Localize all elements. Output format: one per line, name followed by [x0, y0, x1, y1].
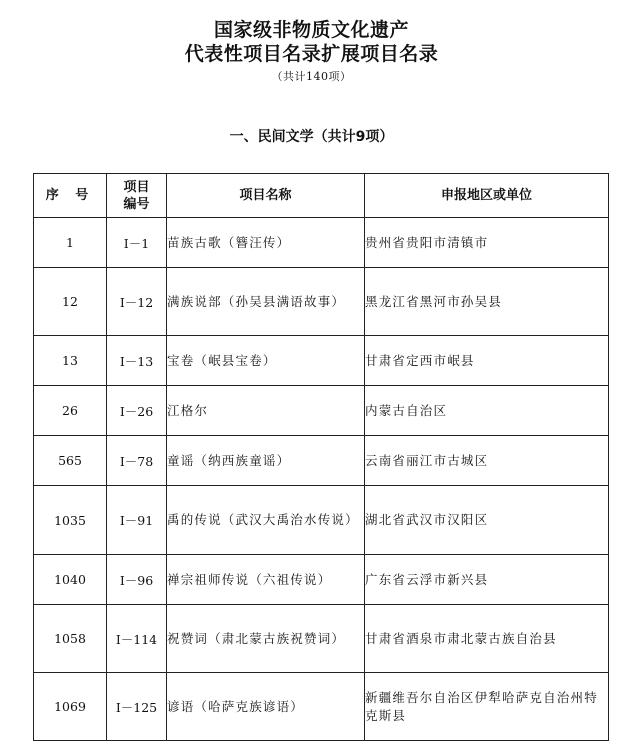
header-code-line-2: 编号: [123, 196, 150, 212]
table-row: [34, 268, 609, 336]
cell-region: 甘肃省酒泉市肃北蒙古族自治县: [365, 605, 609, 673]
cell-name: 满族说部（孙吴县满语故事）: [167, 268, 365, 336]
table-row: [34, 555, 609, 605]
cell-name: 谚语（哈萨克族谚语）: [167, 673, 365, 741]
table-row: [34, 336, 609, 386]
cell-name: 童谣（纳西族童谣）: [167, 436, 365, 486]
cell-name: 祝赞词（肃北蒙古族祝赞词）: [167, 605, 365, 673]
cell-region: 甘肃省定西市岷县: [365, 336, 609, 386]
document-subtitle: （共计140项）: [271, 70, 352, 83]
cell-code: Ⅰ－12: [107, 268, 167, 336]
cell-seq: 1069: [34, 673, 107, 741]
header-seq-label: 序 号: [45, 188, 95, 203]
table-header-row: [34, 174, 609, 218]
cell-seq: 12: [34, 268, 107, 336]
header-seq: [34, 174, 107, 218]
cell-code: Ⅰ－78: [107, 436, 167, 486]
document-title-line-1: 国家级非物质文化遗产: [213, 19, 409, 41]
cell-seq: 1040: [34, 555, 107, 605]
cell-code: Ⅰ－13: [107, 336, 167, 386]
cell-code: Ⅰ－114: [107, 605, 167, 673]
table-row: [34, 605, 609, 673]
cell-code: Ⅰ－96: [107, 555, 167, 605]
cell-region: 新疆维吾尔自治区伊犁哈萨克自治州特克斯县: [365, 673, 609, 741]
cell-name: 禹的传说（武汉大禹治水传说）: [167, 486, 365, 555]
table-row: [34, 673, 609, 741]
cell-region: 云南省丽江市古城区: [365, 436, 609, 486]
section-heading: 一、民间文学（共计9项）: [229, 129, 394, 145]
table-row: [34, 386, 609, 436]
table-row: [34, 436, 609, 486]
cell-region: 内蒙古自治区: [365, 386, 609, 436]
cell-region: 广东省云浮市新兴县: [365, 555, 609, 605]
heritage-items-table: [33, 173, 609, 741]
document-title-block: [0, 18, 623, 86]
document-title-line-2: 代表性项目名录扩展项目名录: [184, 43, 439, 65]
cell-code: Ⅰ－91: [107, 486, 167, 555]
cell-code: Ⅰ－125: [107, 673, 167, 741]
header-name: 项目名称: [167, 174, 365, 218]
cell-region: 贵州省贵阳市清镇市: [365, 218, 609, 268]
cell-seq: 1035: [34, 486, 107, 555]
table-row: [34, 486, 609, 555]
cell-seq: 26: [34, 386, 107, 436]
table-row: [34, 218, 609, 268]
cell-code: Ⅰ－1: [107, 218, 167, 268]
header-region: 申报地区或单位: [365, 174, 609, 218]
cell-name: 禅宗祖师传说（六祖传说）: [167, 555, 365, 605]
cell-seq: 1058: [34, 605, 107, 673]
cell-region: 黑龙江省黑河市孙吴县: [365, 268, 609, 336]
cell-name: 苗族古歌（簪汪传）: [167, 218, 365, 268]
header-code: [107, 174, 167, 218]
cell-name: 宝卷（岷县宝卷）: [167, 336, 365, 386]
cell-seq: 565: [34, 436, 107, 486]
cell-code: Ⅰ－26: [107, 386, 167, 436]
cell-seq: 1: [34, 218, 107, 268]
header-code-line-1: 项目: [123, 179, 150, 195]
cell-region: 湖北省武汉市汉阳区: [365, 486, 609, 555]
cell-name: 江格尔: [167, 386, 365, 436]
cell-seq: 13: [34, 336, 107, 386]
